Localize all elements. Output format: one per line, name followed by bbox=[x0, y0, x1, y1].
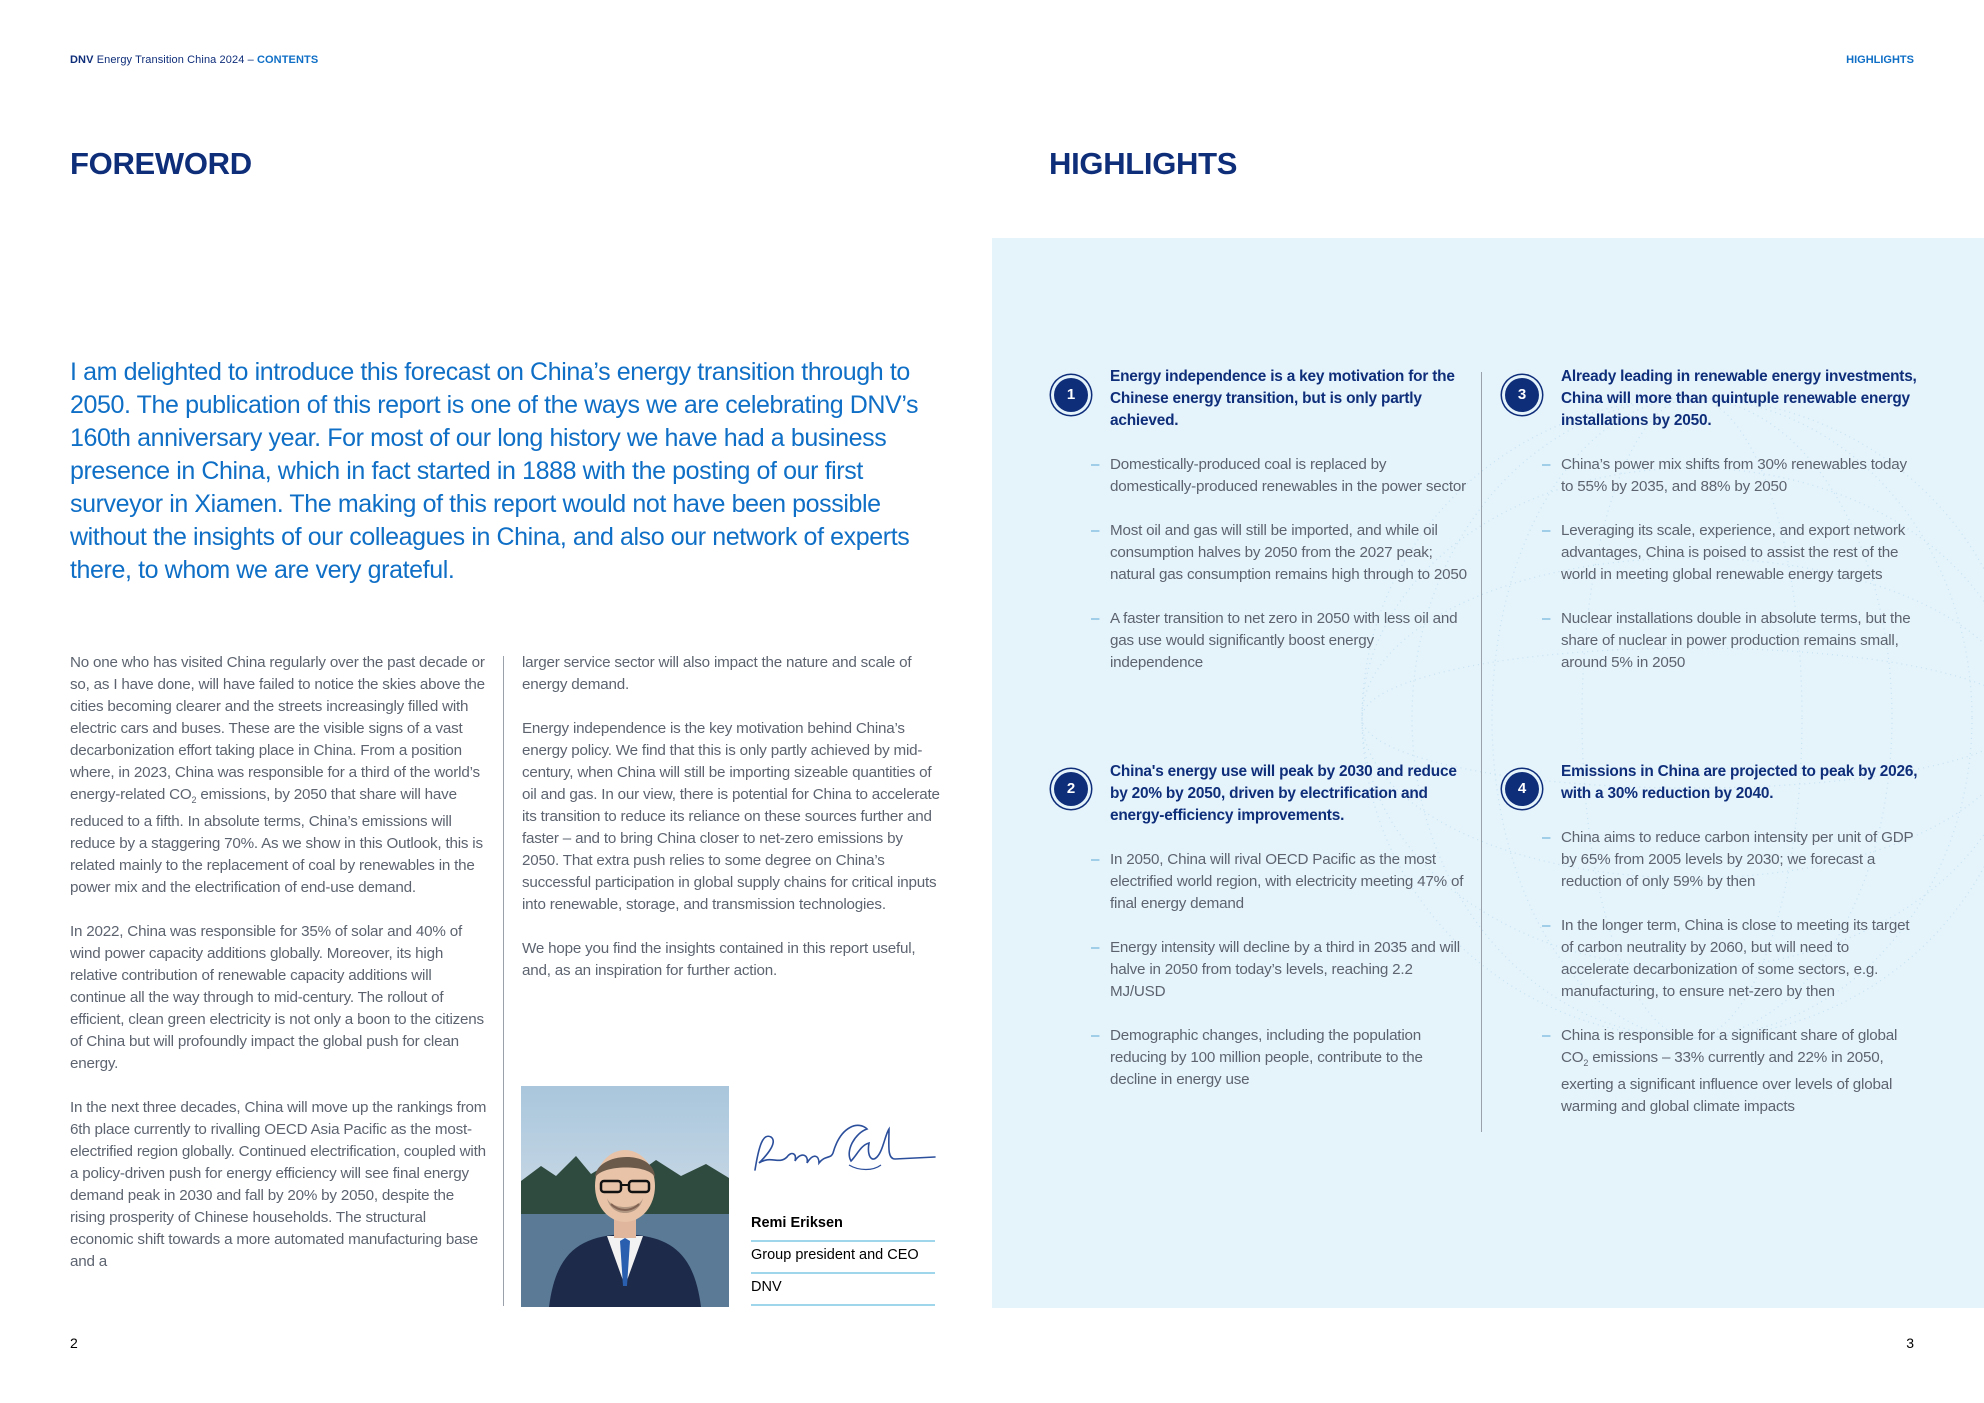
highlight-number-badge: 3 bbox=[1505, 378, 1539, 412]
list-item: – Nuclear installations double in absolute terms, but the share of nuclear in power production remains small, around 5% in 2050 bbox=[1542, 610, 1911, 671]
foreword-intro: I am delighted to introduce this forecast on China’s energy transition through to 2050. The publication of this report is one of the ways we are celebrating DNV’s 160th anniversary year. For most of our long history we have had a business presence in China, which in fact started in 1888 with the posting of our first surveyor in Xiamen. The making of this report would not have been possible without the insights of our colleagues in China, and also our network of experts there, to whom we are very grateful. bbox=[70, 358, 919, 584]
list-item: – Leveraging its scale, experience, and export network advantages, China is poised to assist the rest of the world in meeting global renewable energy targets bbox=[1542, 522, 1906, 583]
list-item: – In 2050, China will rival OECD Pacific as the most electrified world region, with electricity meeting 47% of final energy demand bbox=[1091, 851, 1464, 912]
contents-link[interactable]: CONTENTS bbox=[256, 54, 319, 66]
highlight-4 bbox=[1542, 761, 1921, 1140]
paragraph: larger service sector will also impact the nature and scale of energy demand. bbox=[522, 654, 912, 693]
document-title: Energy Transition China 2024 – bbox=[96, 54, 254, 66]
highlight-title: Already leading in renewable energy investments, China will more than quintuple renewable energy installations by 2050. bbox=[1561, 368, 1917, 429]
signatory-name: Remi Eriksen bbox=[751, 1210, 935, 1242]
highlight-3 bbox=[1542, 366, 1921, 696]
ceo-portrait-photo bbox=[521, 1086, 729, 1307]
list-item: – China’s power mix shifts from 30% renewables today to 55% by 2035, and 88% by 2050 bbox=[1542, 456, 1907, 495]
foreword-column-1 bbox=[70, 652, 490, 1295]
page-number-right: 3 bbox=[1906, 1335, 1914, 1351]
highlights-title: HIGHLIGHTS bbox=[1049, 146, 1238, 181]
foreword-column-2 bbox=[522, 652, 942, 1004]
list-item: – A faster transition to net zero in 2050 with less oil and gas use would significantly boost energy independence bbox=[1091, 610, 1458, 671]
brand-name: DNV bbox=[70, 54, 94, 66]
ceo-signature bbox=[749, 1115, 939, 1185]
list-item: – Domestically-produced coal is replaced by domestically-produced renewables in the power sector bbox=[1091, 456, 1466, 495]
highlight-2 bbox=[1091, 761, 1470, 1113]
highlights-link[interactable]: HIGHLIGHTS bbox=[1846, 54, 1914, 66]
highlight-number-badge: 4 bbox=[1505, 772, 1539, 806]
paragraph: No one who has visited China regularly over the past decade or so, as I have done, will have failed to notice the skies above the cities becoming clearer and the streets increasingly filled with electric cars and buses. These are the visible signs of a vast decarbonization effort taking place in China. From a position where, in 2023, China was responsible for a third of the world’s energy-related $CO_2$ emissions, by 2050 that share will have reduced to a fifth. In absolute terms, China’s emissions will reduce by a staggering 70%. As we show in this Outlook, this is related mainly to the replacement of coal by renewables in the power mix and the electrification of end-use demand. bbox=[70, 654, 485, 897]
highlight-number-badge: 1 bbox=[1054, 378, 1088, 412]
signatory-details bbox=[751, 1210, 935, 1306]
list-item: – Demographic changes, including the population reducing by 100 million people, contribute to the decline in energy use bbox=[1091, 1027, 1423, 1088]
highlight-1 bbox=[1091, 366, 1470, 696]
highlight-title: Energy independence is a key motivation for the Chinese energy transition, but is only partly achieved. bbox=[1110, 368, 1455, 429]
signatory-role: Group president and CEO bbox=[751, 1242, 935, 1274]
list-item: – China aims to reduce carbon intensity per unit of GDP by 65% from 2005 levels by 2030; we forecast a reduction of only 59% by then bbox=[1542, 829, 1914, 890]
paragraph: Energy independence is the key motivation behind China’s energy policy. We find that this is only partly achieved by mid-century, when China will still be importing sizeable quantities of oil and gas. In our view, there is potential for China to accelerate its transition to reduce its reliance on these sources further and faster – and to bring China closer to net-zero emissions by 2050. That extra push relies to some degree on China’s successful participation in global supply chains for critical inputs into renewable, storage, and transmission technologies. bbox=[522, 720, 940, 913]
foreword-title: FOREWORD bbox=[70, 146, 252, 181]
running-header bbox=[70, 54, 318, 66]
column-divider bbox=[503, 656, 504, 1306]
paragraph: In the next three decades, China will move up the rankings from 6th place currently to rivalling OECD Asia Pacific as the most-electrified region globally. Continued electrification, coupled with a policy-driven push for energy efficiency will see final energy demand peak in 2030 and fall by 20% by 2050, despite the rising prosperity of Chinese households. The structural economic shift towards a more automated manufacturing base and a bbox=[70, 1099, 487, 1271]
paragraph: We hope you find the insights contained in this report useful, and, as an inspiration for further action. bbox=[522, 940, 916, 979]
paragraph: In 2022, China was responsible for 35% of solar and 40% of wind power capacity additions globally. Moreover, its high relative contribution of renewable capacity additions will continue all the way through to mid-century. The rollout of efficient, clean green electricity is not only a boon to the citizens of China but will profoundly impact the global push for clean energy. bbox=[70, 923, 484, 1073]
signatory-organization: DNV bbox=[751, 1274, 935, 1306]
list-item: – Energy intensity will decline by a third in 2035 and will halve in 2050 from today’s levels, reaching 2.2 MJ/USD bbox=[1091, 939, 1460, 1000]
page-number-left: 2 bbox=[70, 1335, 78, 1351]
list-item: – Most oil and gas will still be imported, and while oil consumption halves by 2050 from the 2027 peak; natural gas consumption remains high through to 2050 bbox=[1091, 522, 1467, 583]
list-item: – In the longer term, China is close to meeting its target of carbon neutrality by 2060, but will need to accelerate decarbonization of some sectors, e.g. manufacturing, to ensure net-zero by then bbox=[1542, 917, 1910, 1000]
highlight-number-badge: 2 bbox=[1054, 772, 1088, 806]
highlights-divider bbox=[1481, 372, 1482, 1132]
highlight-title: China's energy use will peak by 2030 and reduce by 20% by 2050, driven by electrification and energy-efficiency improvements. bbox=[1110, 763, 1457, 824]
highlight-title: Emissions in China are projected to peak by 2026, with a 30% reduction by 2040. bbox=[1561, 763, 1918, 802]
list-item: – China is responsible for a significant share of global $CO_2$ emissions – 33% currently and 22% in 2050, exerting a significant influence over levels of global warming and global climate impacts bbox=[1542, 1027, 1898, 1116]
